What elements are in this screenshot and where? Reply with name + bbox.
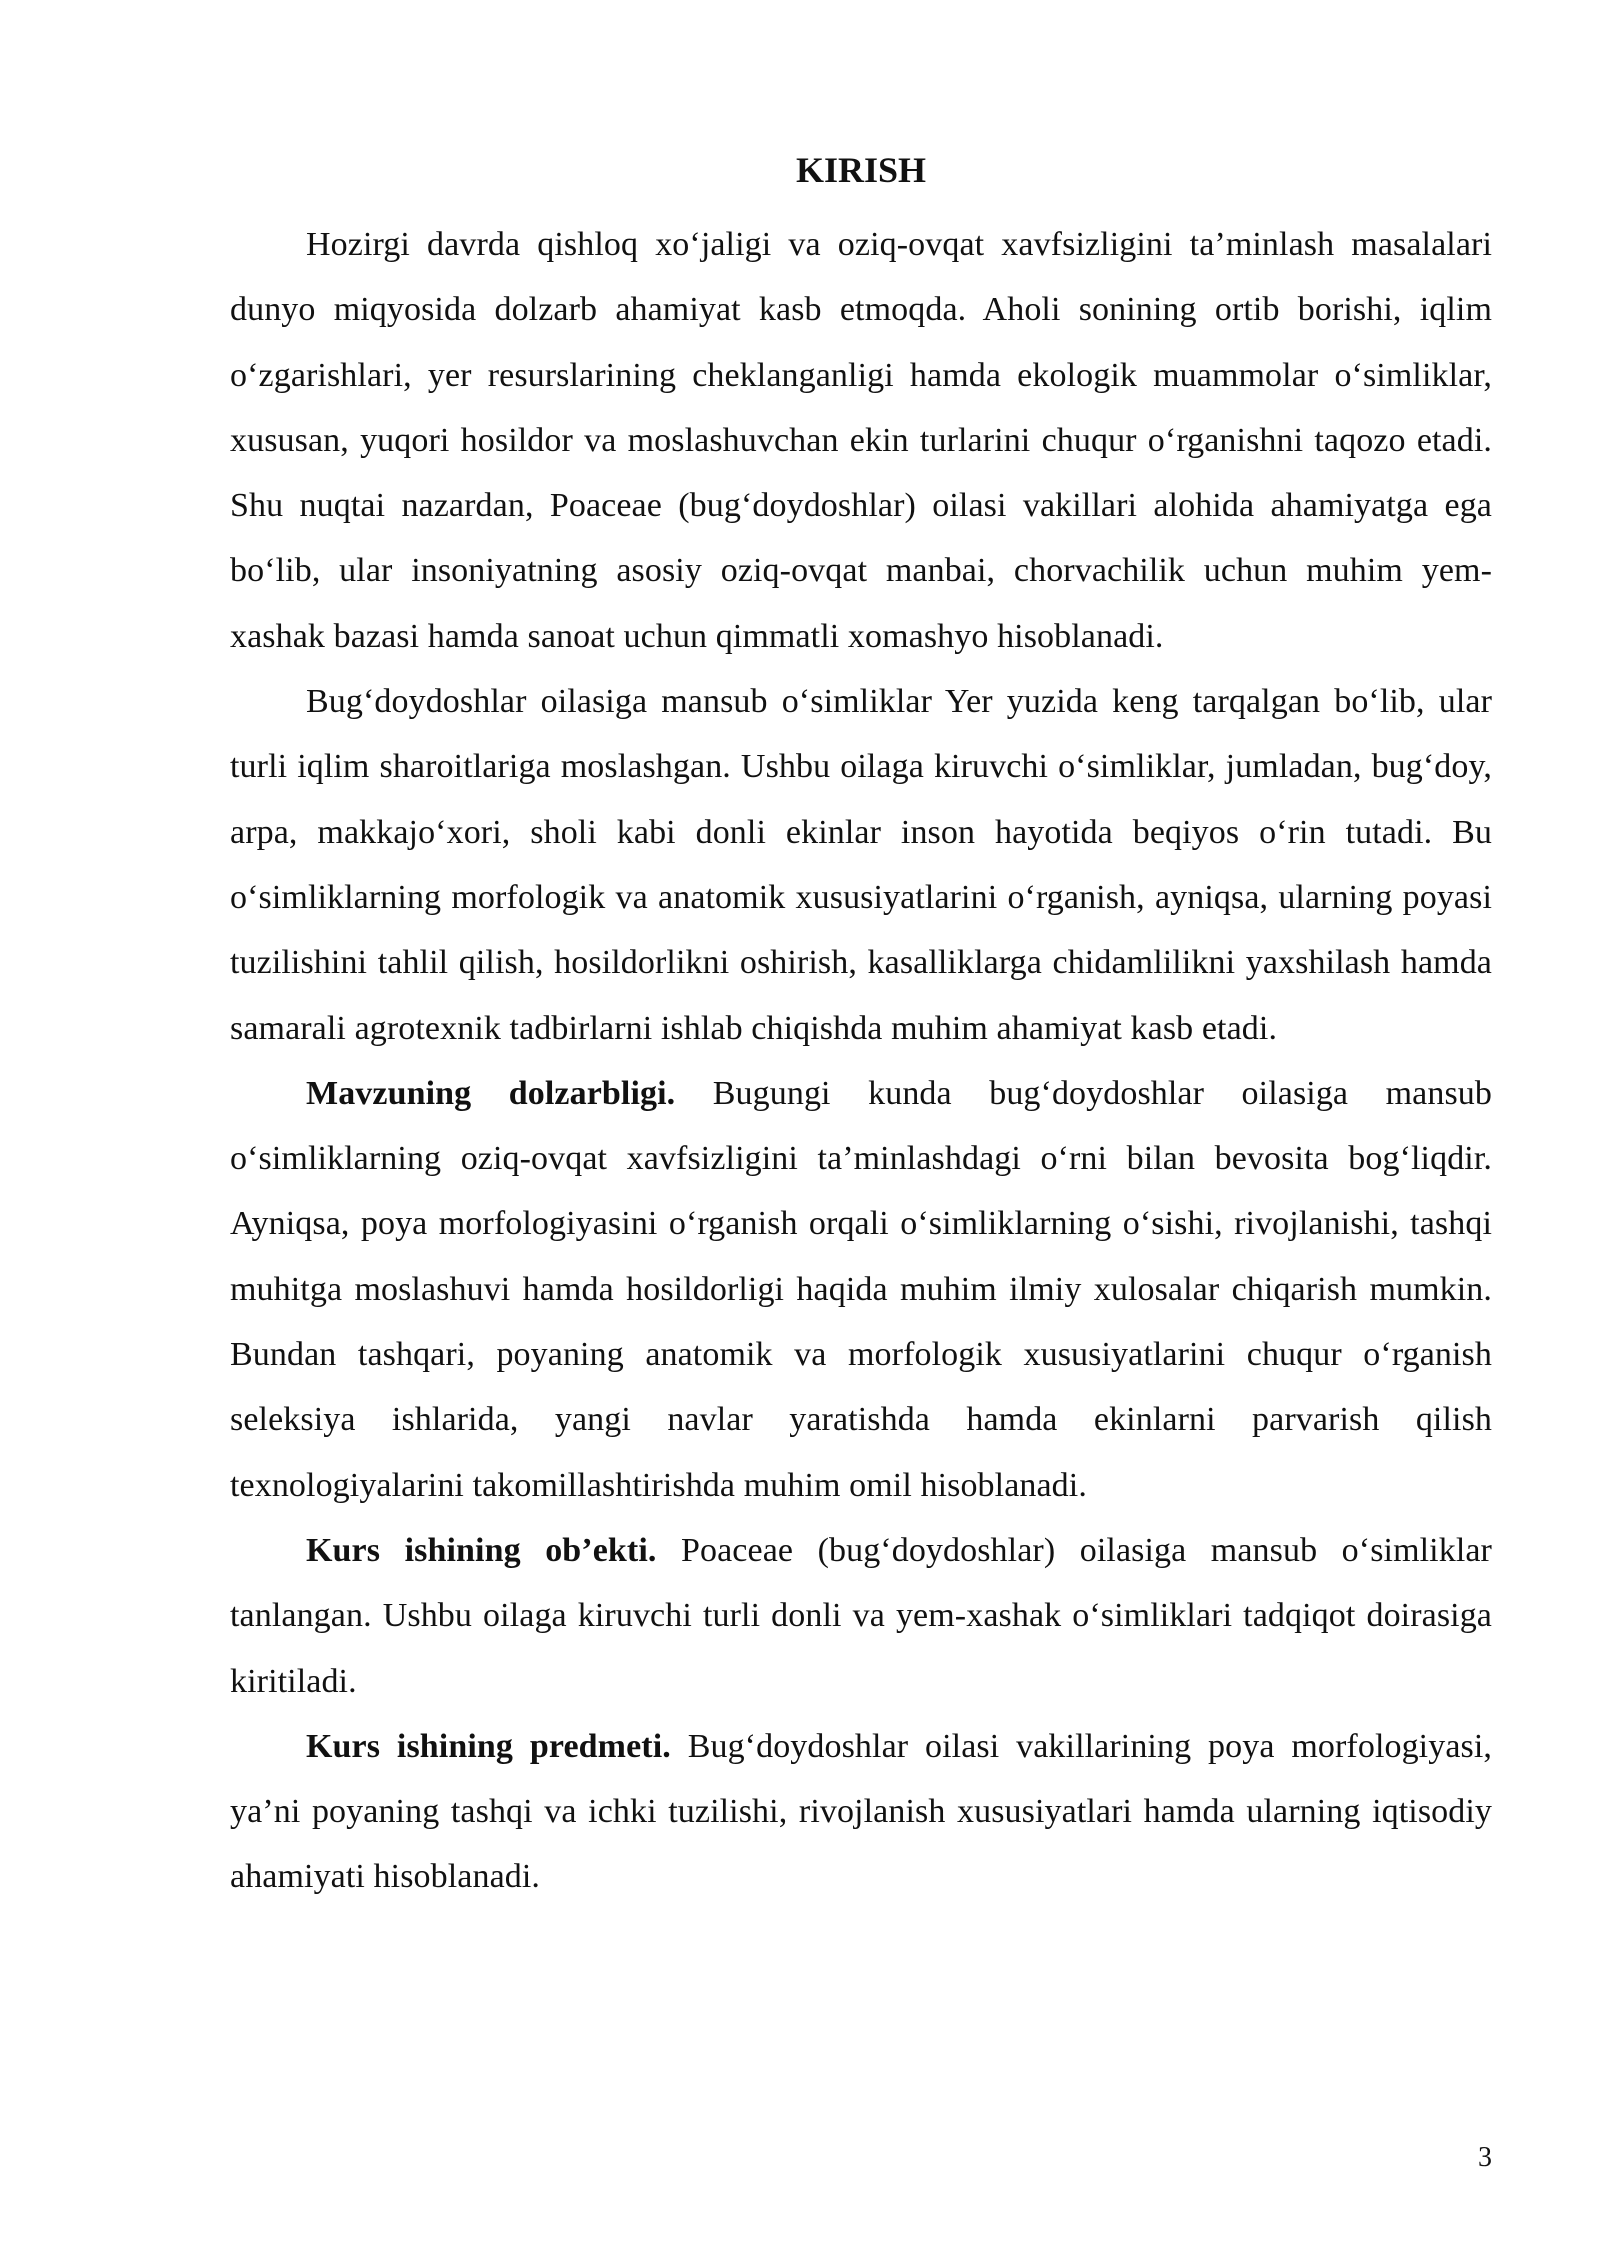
paragraph-lead-object: Kurs ishining ob’ekti. <box>306 1531 657 1569</box>
paragraph-intro <box>230 212 1492 669</box>
paragraph-text: Poaceae (bug‘doydoshlar) oilasiga mansub o‘simliklar tanlangan. Ushbu oilaga kiruvchi turli donli va yem-xashak o‘simliklari tadqiqot doirasiga kiritiladi. <box>230 1531 1492 1700</box>
paragraph-subject <box>230 1714 1492 1910</box>
document-page <box>230 140 1492 1910</box>
page-number: 3 <box>1478 2142 1492 2173</box>
paragraph-object <box>230 1518 1492 1714</box>
paragraph-lead-subject: Kurs ishining predmeti. <box>306 1727 671 1765</box>
paragraph-text: Bugungi kunda bug‘doydoshlar oilasiga mansub o‘simliklarning oziq-ovqat xavfsizligini ta’minlashdagi o‘rni bilan bevosita bog‘liqdir. Ayniqsa, poya morfologiyasini o‘rganish orqali o‘simliklarning o‘sishi, rivojlanishi, tashqi muhitga moslashuvi hamda hosildorligi haqida muhim ilmiy xulosalar chiqarish mumkin. Bundan tashqari, poyaning anatomik va morfologik xususiyatlarini chuqur o‘rganish seleksiya ishlarida, yangi navlar yaratishda hamda ekinlarni parvarish qilish texnologiyalarini takomillashtirishda muhim omil hisoblanadi. <box>230 1074 1492 1504</box>
paragraph-relevance <box>230 1061 1492 1518</box>
paragraph-text: Bug‘doydoshlar oilasiga mansub o‘simliklar Yer yuzida keng tarqalgan bo‘lib, ular turli iqlim sharoitlariga moslashgan. Ushbu oilaga kiruvchi o‘simliklar, jumladan, bug‘doy, arpa, makkajo‘xori, sholi kabi donli ekinlar inson hayotida beqiyos o‘rin tutadi. Bu o‘simliklarning morfologik va anatomik xususiyatlarini o‘rganish, ayniqsa, ularning poyasi tuzilishini tahlil qilish, hosildorlikni oshirish, kasalliklarga chidamlilikni yaxshilash hamda samarali agrotexnik tadbirlarni ishlab chiqishda muhim ahamiyat kasb etadi. <box>230 683 1492 1047</box>
paragraph-lead-relevance: Mavzuning dolzarbligi. <box>306 1074 676 1112</box>
section-title: KIRISH <box>795 150 927 190</box>
paragraph-text: Hozirgi davrda qishloq xo‘jaligi va oziq-ovqat xavfsizligini ta’minlash masalalari dunyo miqyosida dolzarb ahamiyat kasb etmoqda. Aholi sonining ortib borishi, iqlim o‘zgarishlari, yer resurslarining cheklanganligi hamda ekologik muammolar o‘simliklar, xususan, yuqori hosildor va moslashuvchan ekin turlarini chuqur o‘rganishni taqozo etadi. Shu nuqtai nazardan, Poaceae (bug‘doydoshlar) oilasi vakillari alohida ahamiyatga ega bo‘lib, ular insoniyatning asosiy oziq-ovqat manbai, chorvachilik uchun muhim yem-xashak bazasi hamda sanoat uchun qimmatli xomashyo hisoblanadi. <box>230 226 1492 655</box>
paragraph-text: Bug‘doydoshlar oilasi vakillarining poya morfologiyasi, ya’ni poyaning tashqi va ichki tuzilishi, rivojlanish xususiyatlari hamda ularning iqtisodiy ahamiyati hisoblanadi. <box>230 1727 1493 1896</box>
paragraph-poaceae-family <box>230 669 1492 1061</box>
